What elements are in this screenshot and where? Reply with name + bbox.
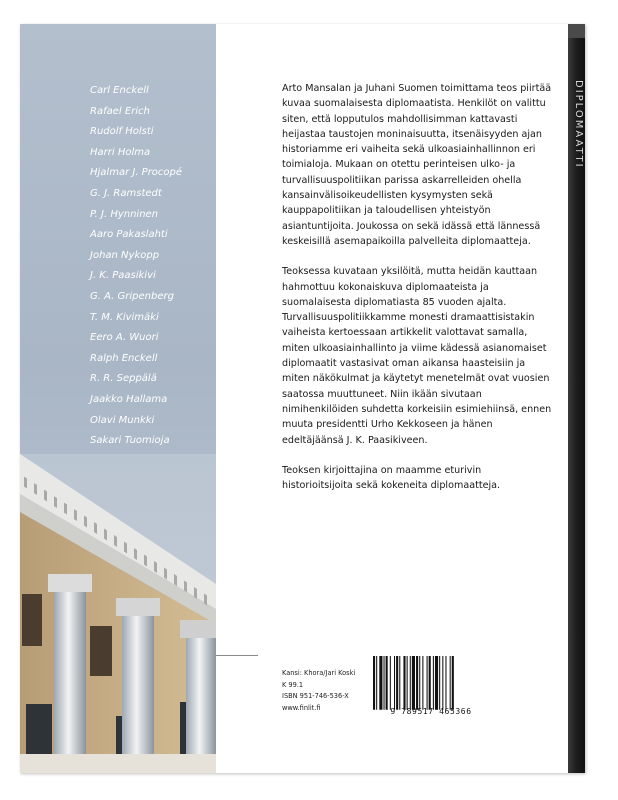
author-name: Rudolf Holsti [90,126,154,138]
publisher-website: www.finlit.fi [282,703,321,712]
cover-credit: Kansi: Khora/Jari Koski [282,669,356,677]
barcode-bar [416,656,418,710]
barcode-bar [439,656,440,710]
barcode-bar [379,656,382,710]
book-description [282,81,552,508]
spine-title: DIPLOMAATTI [573,80,584,169]
barcode-bar [435,656,438,710]
barcode-bar [422,656,423,710]
barcode-bar [394,656,395,710]
author-name: Harri Holma [90,146,151,158]
book-back-cover [20,24,585,773]
barcode-bar [384,656,385,710]
author-name: P. J. Hynninen [90,208,159,220]
divider [216,655,258,656]
colophon [282,668,355,714]
barcode-bar [452,656,454,710]
barcode-digits: 9 789517 465366 [390,707,472,716]
building-photo [20,454,216,773]
barcode-bar [376,656,377,710]
barcode-bar [429,656,431,710]
author-name: T. M. Kivimäki [90,311,159,323]
author-name: Carl Enckell [90,85,149,96]
description-panel [216,24,568,773]
author-name: G. J. Ramstedt [90,187,162,199]
author-panel [20,24,216,773]
barcode-bar [450,656,451,710]
author-name: G. A. Gripenberg [90,290,174,302]
barcode-bar [419,656,420,710]
author-name: R. R. Seppälä [90,373,157,385]
description-paragraph-2: Teoksessa kuvataan yksilöitä, mutta heidän kauttaan hahmottuu kokonaiskuva diplomaateista ja suomalaisesta diplomatiasta 85 vuoden ajalta. Turvallisuuspolitiikkamme monesti dramaattisistakin vaiheista kertoessaan artikkelit valottavat samalla, miten ulkoasiainhallinto ja viime kädessä asianomaiset diplomaatit vastasivat oman aikansa haasteisiin ja miten näkökulmat ja käytetyt menetelmät ovat vuosien saatossa muuttuneet. Niin ikään sivutaan nimihenkilöiden suhdetta korkeisiin esimiehiinsä, ennen muuta presidentti Urho Kekkoseen ja hänen edeltäjäänsä J. K. Paasikiveen. [282,266,552,446]
barcode [371,656,491,712]
author-name: J. K. Paasikivi [90,270,156,282]
author-name: Rafael Erich [90,105,150,117]
description-paragraph-3: Teoksen kirjoittajina on maamme eturivin historioitsijoita sekä kokeneita diplomaatteja. [282,464,501,492]
author-name: Ralph Enckell [90,352,158,364]
description-paragraph-1: Arto Mansalan ja Juhani Suomen toimittama teos piirtää kuvaa suomalaisesta diplomaatista. Henkilöt on valittu siten, että lopputulos mahdollisimman kattavasti heijastaa taustojen moninaisuutta, itsenäisyyden ajan historiamme eri vaiheita sekä ulkoasiainhallinnon eri toimialoja. Mukaan on otettu perinteisen ulko- ja turvallisuuspolitiikan parissa askarrelleiden ohella kansainvälisoikeudellisten kysymysten sekä kauppapolitiikan ja taloudellisen yhteistyön asiantuntijoita. Joukossa on sekä idässä että lännessä keskeisillä asemapaikoilla palvelleita diplomaatteja. [282,83,552,247]
barcode-bar [390,656,391,710]
author-name: Eero A. Wuori [90,332,159,344]
barcode-bar [396,656,398,710]
isbn: ISBN 951-746-536-X [282,692,349,700]
barcode-bar [373,656,375,710]
classification: K 99.1 [282,680,304,689]
author-name: Olavi Munkki [90,414,155,426]
barcode-bar [412,656,415,710]
author-name: Hjalmar J. Procopé [90,167,183,179]
spine-cap [568,24,585,38]
barcode-bar [403,656,405,710]
barcode-bar [410,656,411,710]
barcode-bar [399,656,400,710]
barcode-bar [445,656,446,710]
barcode-bar [407,656,408,710]
barcode-bar [433,656,434,710]
author-name: Sakari Tuomioja [90,435,170,447]
author-name: Johan Nykopp [90,249,160,261]
author-name: Jaakko Hallama [90,393,168,405]
barcode-bar [442,656,443,710]
author-name: Aaro Pakaslahti [90,229,168,241]
barcode-bar [427,656,428,710]
barcode-bar [386,656,388,710]
